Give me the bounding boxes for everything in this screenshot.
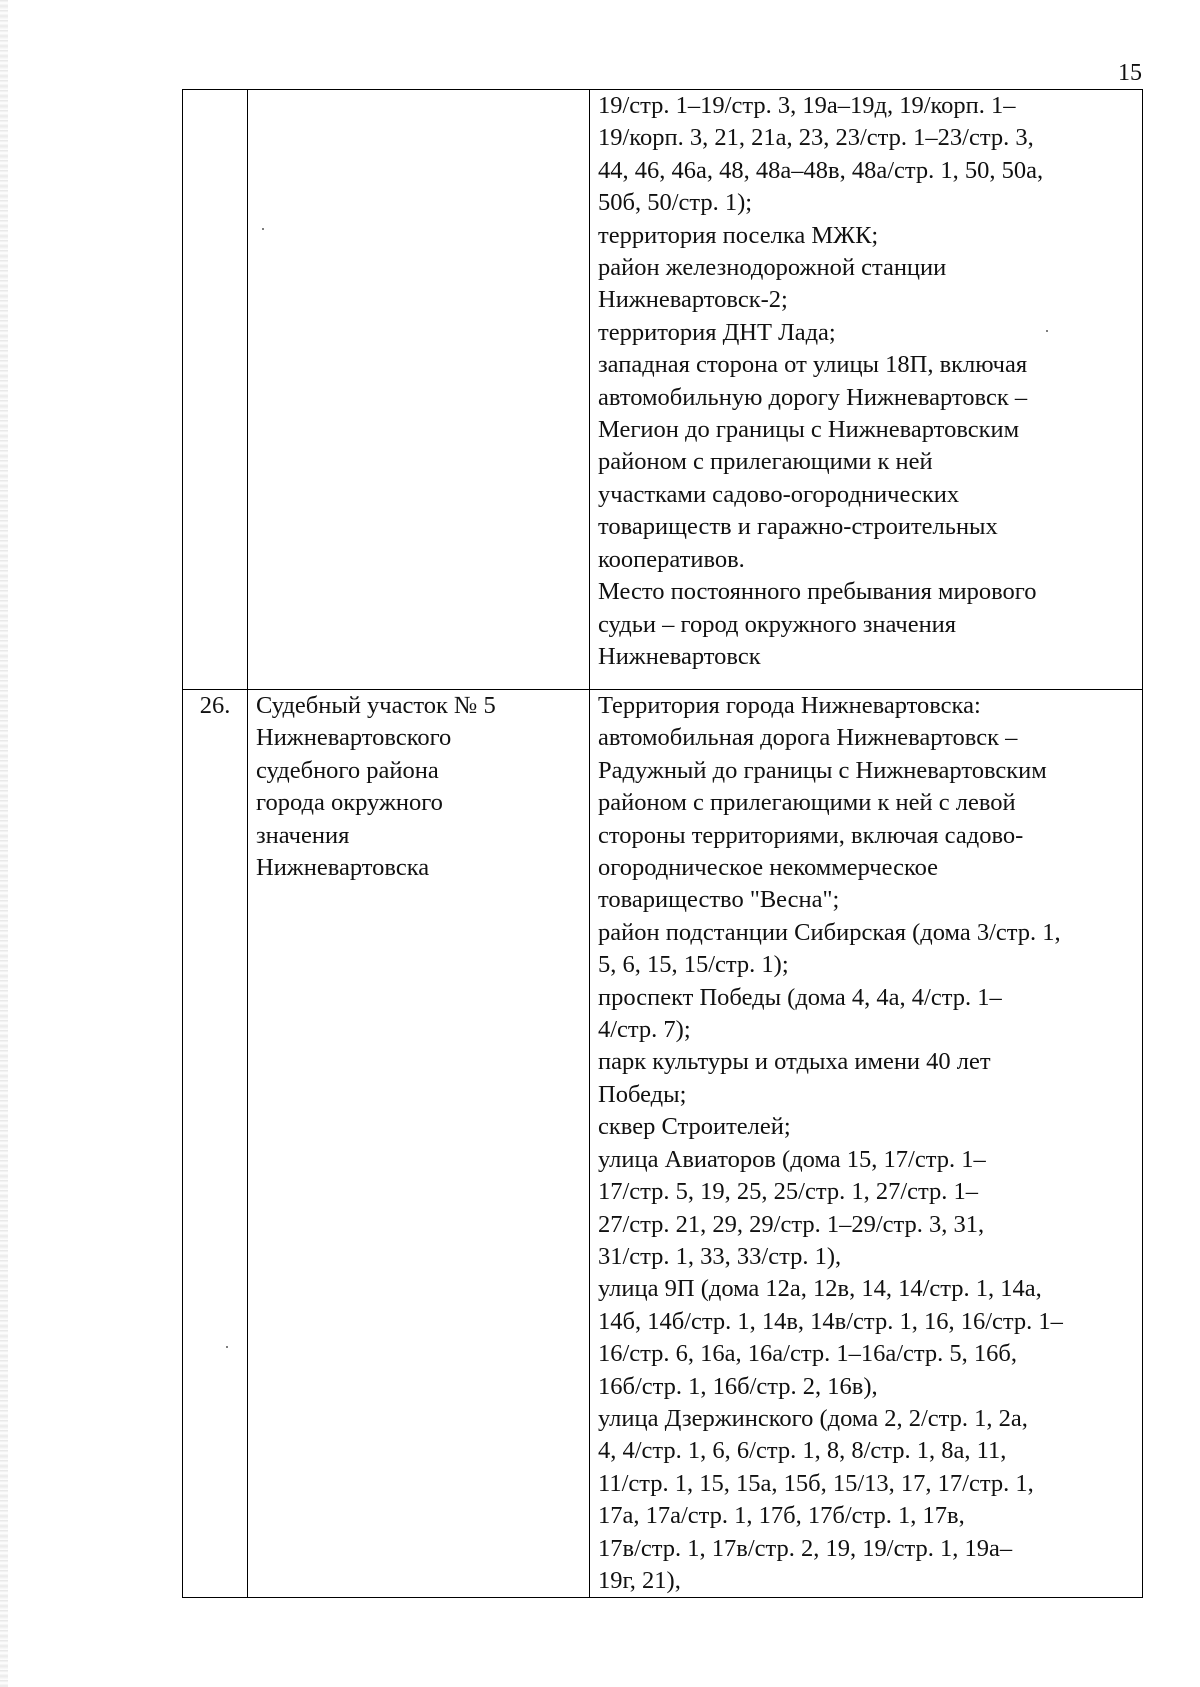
text-line: район железнодорожной станции	[598, 254, 947, 282]
text-line: стороны территориями, включая садово-	[598, 821, 1024, 849]
text-line: участками садово-огороднических	[598, 480, 960, 508]
text-line: товариществ и гаражно-строительных	[598, 513, 998, 541]
court-name-cell	[248, 90, 590, 690]
text-line: улица Авиаторов (дома 15, 17/стр. 1–	[598, 1145, 986, 1173]
text-line: судьи – город окружного значения	[598, 610, 957, 638]
text-line: Место постоянного пребывания мирового	[598, 578, 1037, 606]
page-number: 15	[1118, 60, 1142, 86]
text-line: города окружного	[256, 789, 443, 817]
text-line: парк культуры и отдыха имени 40 лет	[598, 1048, 991, 1076]
text-line: район подстанции Сибирская (дома 3/стр. 1,	[598, 918, 1061, 946]
table-row	[183, 90, 1143, 690]
text-line: Нижневартовска	[256, 854, 430, 882]
text-line: улица Дзержинского (дома 2, 2/стр. 1, 2а,	[598, 1404, 1028, 1432]
court-name-cell	[248, 690, 590, 1598]
text-line: товарищество "Весна";	[598, 886, 840, 914]
text-line: Нижневартовск-2;	[598, 286, 788, 314]
text-line: 14б, 14б/стр. 1, 14в, 14в/стр. 1, 16, 16/стр. 1–	[598, 1307, 1063, 1335]
row-number-cell	[183, 90, 248, 690]
text-line: проспект Победы (дома 4, 4а, 4/стр. 1–	[598, 983, 1002, 1011]
text-line: Победы;	[598, 1080, 687, 1108]
text-line: 27/стр. 21, 29, 29/стр. 1–29/стр. 3, 31,	[598, 1210, 985, 1238]
text-line: 44, 46, 46а, 48, 48а–48в, 48а/стр. 1, 50, 50а,	[598, 156, 1044, 184]
text-line: 50б, 50/стр. 1);	[598, 189, 753, 217]
text-line: районом с прилегающими к ней	[598, 448, 933, 476]
text-line: Судебный участок № 5	[256, 692, 496, 719]
text-line: Территория города Нижневартовска:	[598, 692, 981, 719]
text-line: районом с прилегающими к ней с левой	[598, 789, 1016, 817]
text-line: 16б/стр. 1, 16б/стр. 2, 16в),	[598, 1372, 878, 1400]
table-row	[183, 690, 1143, 1598]
text-line: автомобильная дорога Нижневартовск –	[598, 724, 1018, 752]
text-line: значения	[256, 821, 350, 849]
text-line: Нижневартовск	[598, 642, 761, 670]
text-line: кооперативов.	[598, 545, 745, 573]
text-line: огородническое некоммерческое	[598, 854, 939, 882]
text-line: 17в/стр. 1, 17в/стр. 2, 19, 19/стр. 1, 19а–	[598, 1534, 1013, 1562]
row-number-cell: 26.	[183, 690, 248, 1598]
text-line: судебного района	[256, 756, 439, 784]
text-line: 17а, 17а/стр. 1, 17б, 17б/стр. 1, 17в,	[598, 1502, 965, 1530]
text-line: Радужный до границы с Нижневартовским	[598, 756, 1047, 784]
text-line: 4/стр. 7);	[598, 1016, 691, 1044]
territory-cell	[590, 90, 1143, 690]
text-line: 31/стр. 1, 33, 33/стр. 1),	[598, 1242, 842, 1270]
text-line: 19/корп. 3, 21, 21а, 23, 23/стр. 1–23/стр. 3,	[598, 124, 1034, 152]
text-line: 4, 4/стр. 1, 6, 6/стр. 1, 8, 8/стр. 1, 8а, 11,	[598, 1437, 1007, 1465]
text-line: сквер Строителей;	[598, 1113, 791, 1141]
scan-edge-artifact	[0, 0, 8, 1687]
text-line: Мегион до границы с Нижневартовским	[598, 416, 1020, 444]
text-line: 5, 6, 15, 15/стр. 1);	[598, 951, 789, 979]
territory-cell	[590, 690, 1143, 1598]
text-line: западная сторона от улицы 18П, включая	[598, 351, 1028, 379]
text-line: территория ДНТ Лада;	[598, 318, 836, 346]
text-line: улица 9П (дома 12а, 12в, 14, 14/стр. 1, 14а,	[598, 1275, 1042, 1303]
text-line: 11/стр. 1, 15, 15а, 15б, 15/13, 17, 17/стр. 1,	[598, 1469, 1034, 1497]
text-line: Нижневартовского	[256, 724, 452, 752]
text-line: территория поселка МЖК;	[598, 221, 879, 249]
text-line: 16/стр. 6, 16а, 16а/стр. 1–16а/стр. 5, 16б,	[598, 1340, 1018, 1368]
text-line: 17/стр. 5, 19, 25, 25/стр. 1, 27/стр. 1–	[598, 1178, 979, 1206]
text-line: 19г, 21),	[598, 1566, 681, 1594]
text-line: автомобильную дорогу Нижневартовск –	[598, 383, 1028, 411]
text-line: 19/стр. 1–19/стр. 3, 19а–19д, 19/корп. 1–	[598, 92, 1016, 119]
court-districts-table	[182, 89, 1143, 1598]
